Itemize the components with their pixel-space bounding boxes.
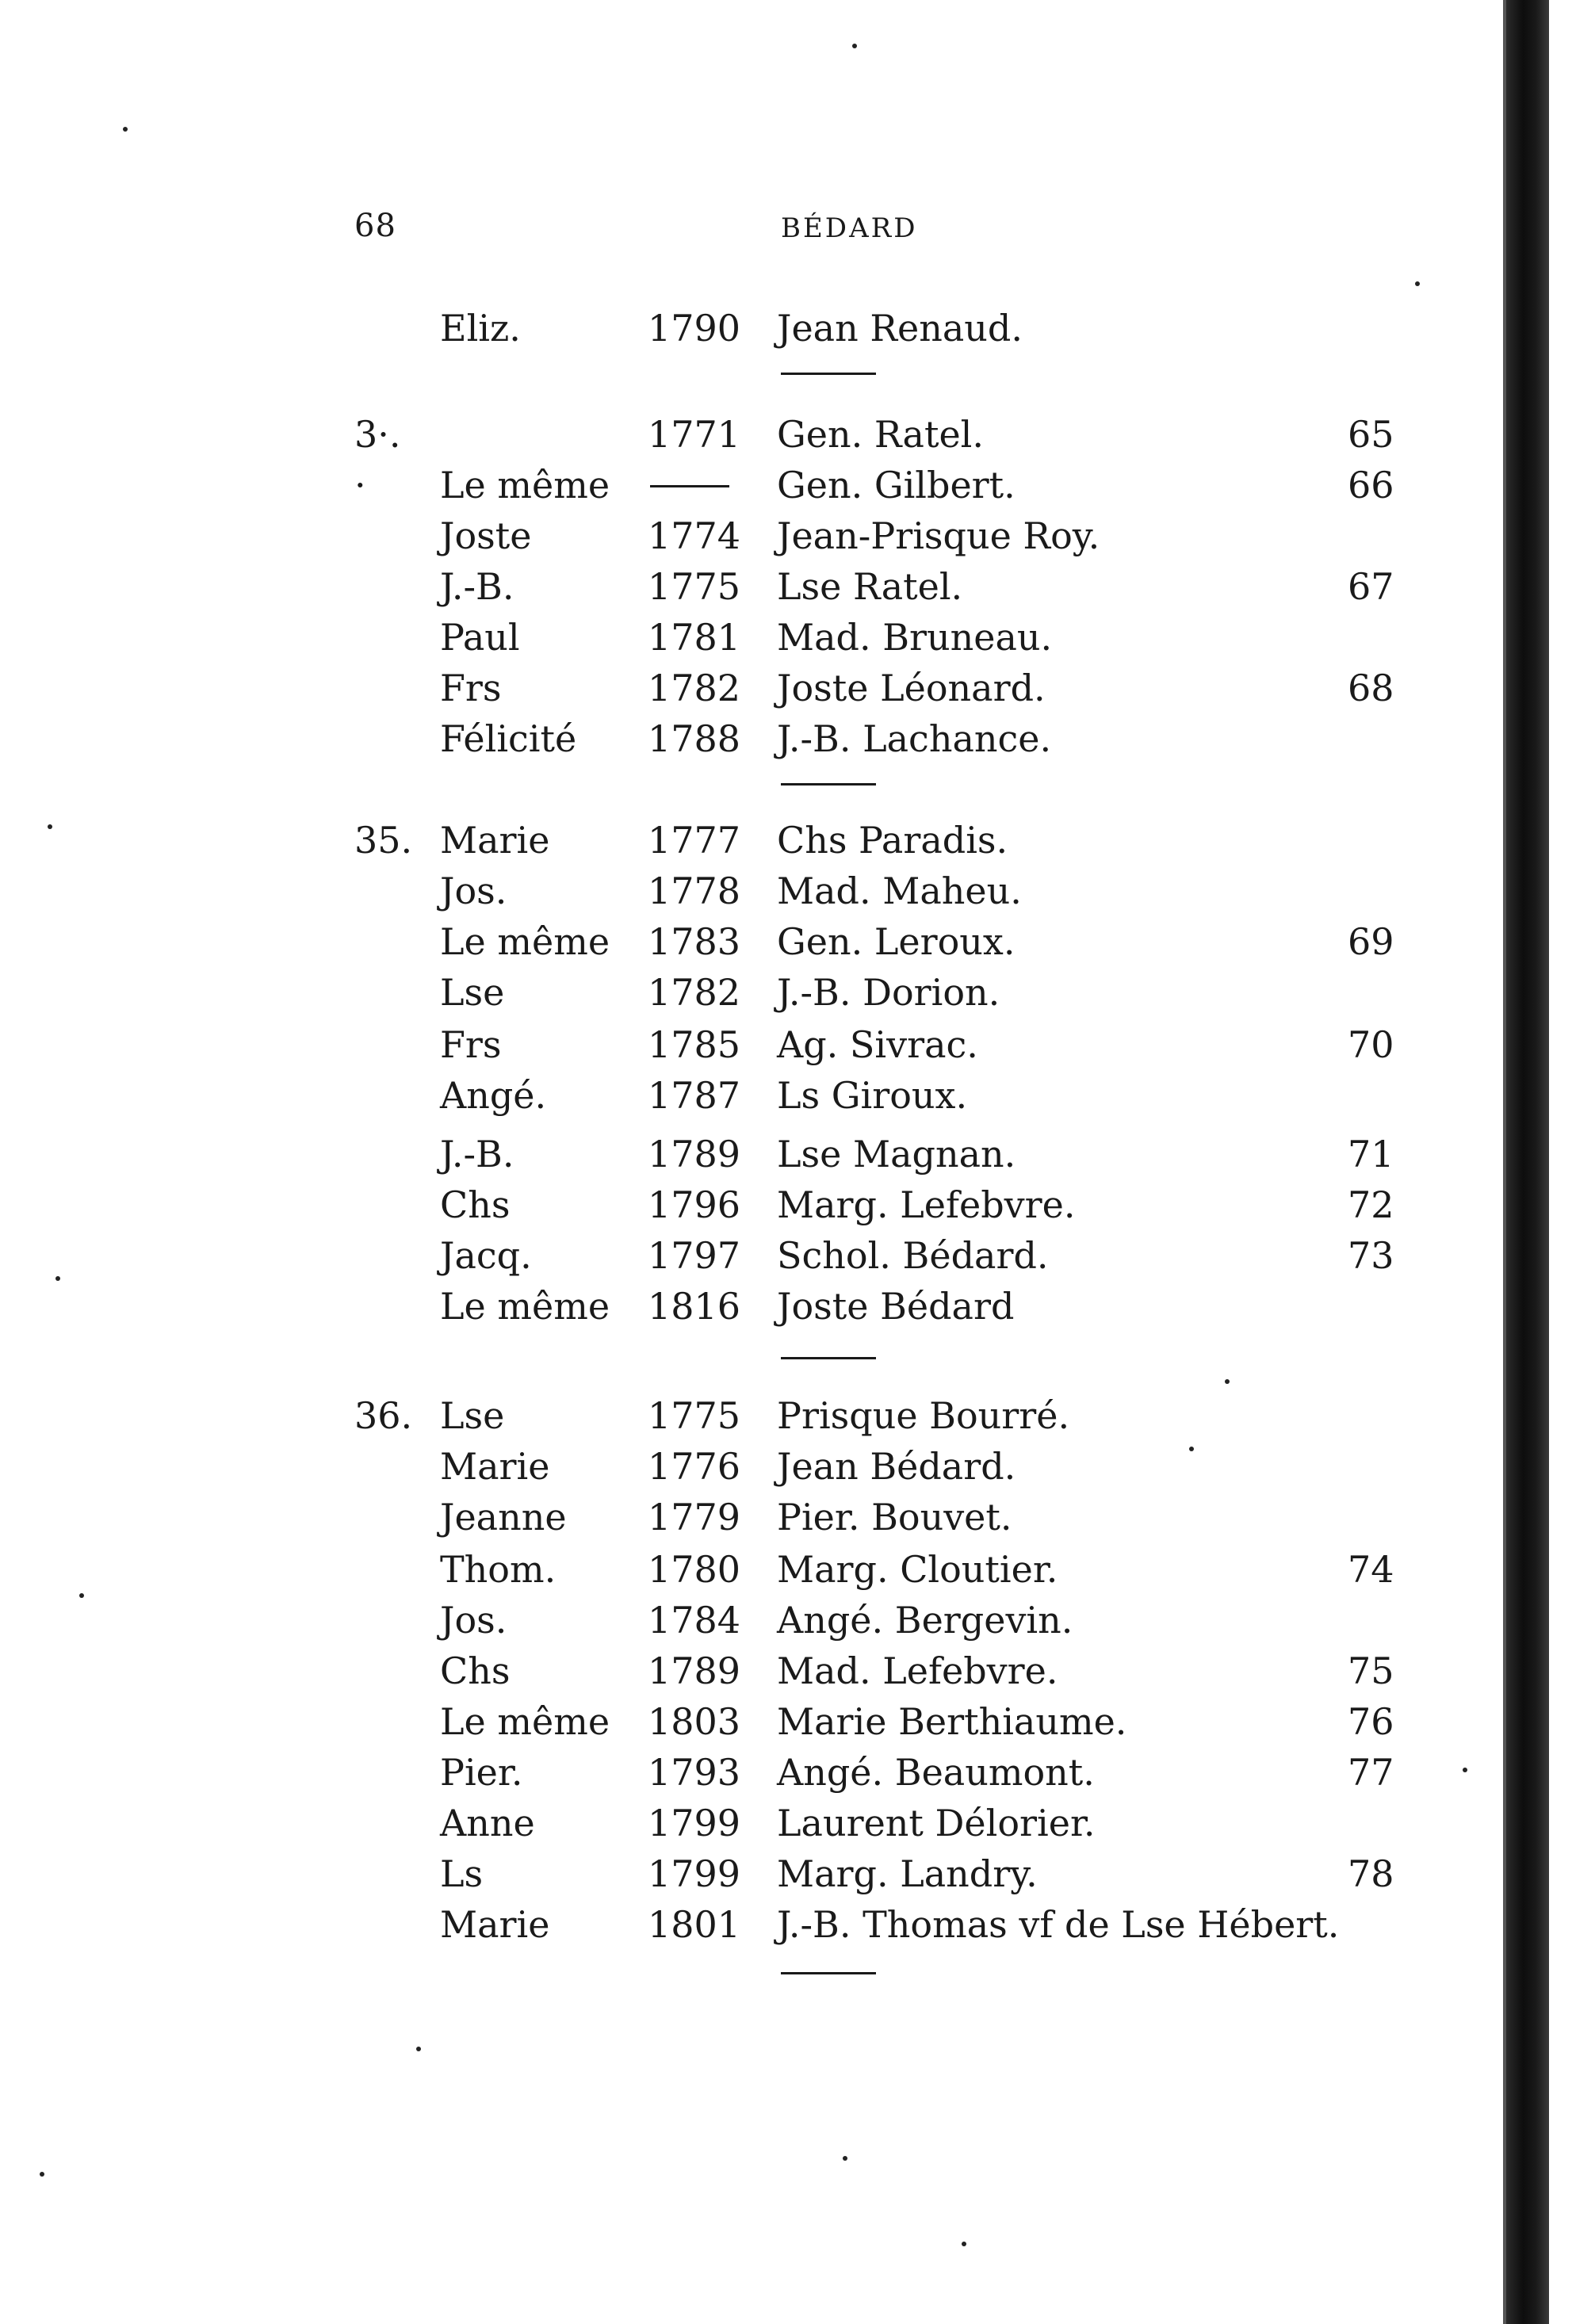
section-separator [781,373,876,375]
entry-year: 1799 [648,1802,741,1844]
entry-number: 35. [354,819,413,862]
entry-spouse: Mad. Bruneau. [777,616,1053,659]
entry-name: Ls [440,1852,484,1895]
entry-row [0,612,1506,663]
scan-speck [1415,281,1420,286]
entry-year: 1789 [648,1133,741,1175]
entry-name: Jacq. [440,1234,532,1277]
entry-year: 1803 [648,1700,741,1743]
scan-speck [843,2156,847,2161]
scan-speck [962,2242,966,2246]
entry-spouse: Ls Giroux. [777,1074,968,1117]
entry-spouse: Jean Bédard. [777,1445,1016,1488]
entry-spouse: Lse Ratel. [777,565,963,608]
entry-row [0,916,1506,967]
entry-spouse: Marie Berthiaume. [777,1700,1127,1743]
entry-name: Le même [440,920,610,963]
entry-row [0,303,1506,354]
entry-row [0,409,1506,460]
entry-row [0,1595,1506,1646]
entry-row [0,510,1506,561]
entry-spouse: Jean-Prisque Roy. [777,514,1100,557]
entry-row [0,967,1506,1018]
entry-name: J.-B. [440,1133,514,1175]
entry-year: 1796 [648,1183,741,1226]
scan-speck [1189,1447,1194,1451]
entry-name: Frs [440,1023,502,1066]
entry-spouse: Prisque Bourré. [777,1394,1070,1437]
entry-row [0,1441,1506,1492]
entry-year: 1781 [648,616,741,659]
section-separator [781,1972,876,1974]
entry-year: 1783 [648,920,741,963]
entry-year: 1771 [648,413,741,456]
entry-row [0,1492,1506,1542]
entry-name: Thom. [440,1548,557,1591]
entry-ref: 65 [1348,413,1394,456]
entry-ref: 66 [1348,464,1394,506]
entry-ref: 67 [1348,565,1394,608]
entry-year: 1774 [648,514,741,557]
entry-year: 1784 [648,1599,741,1642]
scan-speck [79,1593,84,1598]
entry-row [0,1848,1506,1899]
entry-name: Jos. [440,870,507,912]
entry-row [0,1230,1506,1281]
entry-ref: 78 [1348,1852,1394,1895]
entry-row [0,561,1506,612]
entry-name: Jeanne [440,1496,567,1539]
entry-year: 1778 [648,870,741,912]
entry-ref: 77 [1348,1751,1394,1794]
entry-spouse: Mad. Lefebvre. [777,1649,1058,1692]
entry-year: 1801 [648,1903,741,1946]
entry-row [0,1696,1506,1747]
entry-spouse: J.-B. Thomas vf de Lse Hébert. [777,1903,1340,1946]
entry-spouse: Lse Magnan. [777,1133,1016,1175]
book-spine-edge [1506,0,1549,2324]
entry-year: 1776 [648,1445,741,1488]
scan-speck [416,2047,421,2051]
entry-name: Frs [440,667,502,709]
entry-ref: 72 [1348,1183,1394,1226]
entry-row [0,1179,1506,1230]
entry-year: 1790 [648,307,741,350]
entry-spouse: Marg. Lefebvre. [777,1183,1076,1226]
page-number: 68 [354,208,396,244]
scan-speck [1225,1379,1230,1384]
entry-ref: 75 [1348,1649,1394,1692]
entry-row [0,1281,1506,1332]
entry-row [0,1646,1506,1696]
entry-name: Joste [440,514,532,557]
entry-ref: 68 [1348,667,1394,709]
entry-ref: 73 [1348,1234,1394,1277]
scan-speck [123,127,128,132]
entry-year: 1780 [648,1548,741,1591]
entry-name: Marie [440,1445,550,1488]
scan-speck [852,44,857,48]
entry-name: Lse [440,1394,505,1437]
entry-spouse: Angé. Beaumont. [777,1751,1095,1794]
entry-spouse: Marg. Cloutier. [777,1548,1058,1591]
entry-year: 1789 [648,1649,741,1692]
entry-year: 1816 [648,1285,741,1328]
entry-ref: 69 [1348,920,1394,963]
entry-row [0,1390,1506,1441]
entry-year: 1777 [648,819,741,862]
entry-year: 1775 [648,565,741,608]
entry-spouse: Gen. Gilbert. [777,464,1016,506]
entry-spouse: Marg. Landry. [777,1852,1038,1895]
scan-speck [40,2172,44,2177]
entry-spouse: Schol. Bédard. [777,1234,1049,1277]
entry-year: 1779 [648,1496,741,1539]
entry-year: 1799 [648,1852,741,1895]
entry-spouse: Gen. Ratel. [777,413,984,456]
running-title: BÉDARD [781,212,918,244]
entry-row [0,1544,1506,1595]
entry-year: 1797 [648,1234,741,1277]
entry-name: Le même [440,1285,610,1328]
entry-year: 1785 [648,1023,741,1066]
entry-name: Chs [440,1649,511,1692]
entry-spouse: Joste Léonard. [777,667,1046,709]
entry-name: Pier. [440,1751,523,1794]
entry-year: 1793 [648,1751,741,1794]
ditto-dash [650,485,729,487]
entry-name: Marie [440,1903,550,1946]
entry-spouse: Joste Bédard [777,1285,1015,1328]
entry-spouse: Angé. Bergevin. [777,1599,1073,1642]
entry-spouse: Mad. Maheu. [777,870,1022,912]
entry-name: Le même [440,1700,610,1743]
entry-name: J.-B. [440,565,514,608]
entry-number: 3·. [354,413,401,456]
entry-spouse: J.-B. Dorion. [777,971,1000,1014]
entry-ref: 74 [1348,1548,1394,1591]
entry-name: Marie [440,819,550,862]
entry-row [0,713,1506,764]
entry-row [0,1747,1506,1798]
entry-spouse: Pier. Bouvet. [777,1496,1012,1539]
entry-ref: 70 [1348,1023,1394,1066]
section-separator [781,783,876,785]
entry-name: Le même [440,464,610,506]
entry-name: Paul [440,616,520,659]
entry-row [0,663,1506,713]
entry-spouse: Gen. Leroux. [777,920,1016,963]
entry-spouse: Chs Paradis. [777,819,1008,862]
scan-speck [1463,1768,1467,1772]
entry-row [0,1129,1506,1179]
entry-name: Eliz. [440,307,521,350]
entry-row [0,1899,1506,1950]
entry-year: 1782 [648,971,741,1014]
entry-name: Anne [440,1802,535,1844]
entry-name: Félicité [440,717,577,760]
scan-speck [48,824,52,829]
entry-row [0,815,1506,866]
entry-name: Lse [440,971,505,1014]
entry-year: 1782 [648,667,741,709]
entry-row [0,1070,1506,1121]
entry-ref: 71 [1348,1133,1394,1175]
entry-spouse: J.-B. Lachance. [777,717,1052,760]
entry-spouse: Jean Renaud. [777,307,1023,350]
entry-row [0,866,1506,916]
entry-number: · [354,464,366,506]
entry-row [0,1019,1506,1070]
entry-spouse: Laurent Délorier. [777,1802,1096,1844]
entry-year: 1788 [648,717,741,760]
entry-row [0,460,1506,510]
section-separator [781,1357,876,1359]
entry-spouse: Ag. Sivrac. [777,1023,978,1066]
entry-number: 36. [354,1394,413,1437]
entry-name: Angé. [440,1074,547,1117]
entry-year: 1775 [648,1394,741,1437]
entry-name: Chs [440,1183,511,1226]
entry-year: 1787 [648,1074,741,1117]
entry-ref: 76 [1348,1700,1394,1743]
entry-row [0,1798,1506,1848]
entry-name: Jos. [440,1599,507,1642]
scan-speck [55,1276,60,1281]
